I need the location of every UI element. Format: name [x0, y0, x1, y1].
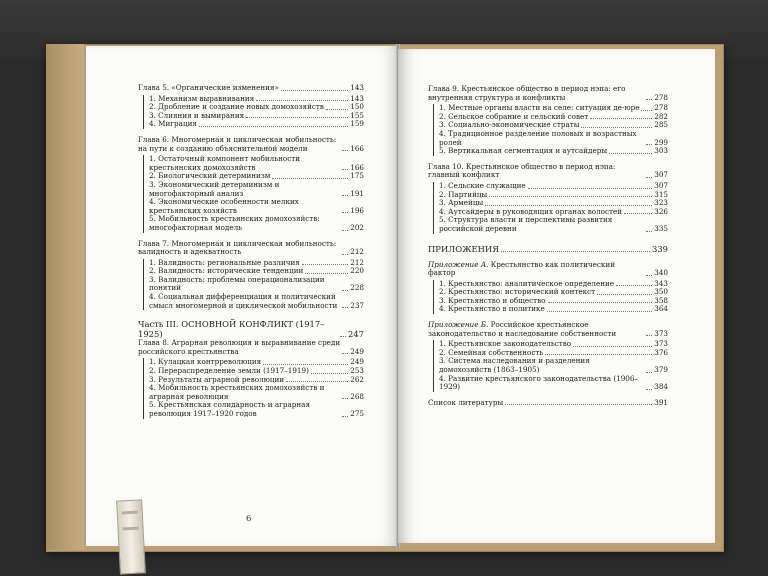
page-ref: 323 — [654, 198, 668, 208]
page-ref: 237 — [350, 300, 364, 310]
chapter-items — [433, 340, 668, 392]
toc-item: 2. Дробление и создание новых домохозяйств 150 — [149, 102, 364, 112]
toc-item: 2. Валидность: исторические тенденции 220 — [149, 266, 364, 276]
page-ref: 249 — [350, 346, 364, 356]
page-ref: 326 — [654, 206, 668, 216]
page-ref: 150 — [350, 102, 364, 112]
page-ref: 278 — [654, 103, 668, 113]
page-ref: 159 — [350, 119, 364, 129]
chapter-items — [433, 182, 668, 234]
page-ref: 212 — [350, 257, 364, 267]
toc-item: 3. Система наследования и разделения домохозяйств (1863–1905) 379 — [439, 356, 668, 375]
left-page — [86, 46, 400, 546]
page-ref: 275 — [350, 409, 364, 418]
toc-item: 5. Мобильность крестьянских домохозяйств: многофакторная модель 202 — [149, 214, 364, 232]
toc-item: 1. Остаточный компонент мобильности крестьянских домохозяйств 166 — [149, 154, 364, 172]
appendix-label: Приложение Б. — [428, 320, 489, 330]
page-ref: 350 — [654, 287, 668, 297]
page-ref: 373 — [654, 339, 668, 349]
page-ref: 143 — [350, 93, 364, 103]
page-ref: 285 — [654, 120, 668, 130]
page-ref: 175 — [350, 171, 364, 181]
appendix-label: Приложение А. — [428, 259, 489, 269]
chapter-title: Глава 10. Крестьянское общество в период нэпа: главный конфликт 307 — [428, 161, 668, 180]
page-ref: 315 — [654, 189, 668, 199]
chapter-block — [138, 84, 364, 129]
toc-left — [138, 84, 364, 419]
cover-edge — [46, 44, 84, 550]
toc-item: 3. Армейцы 323 — [439, 198, 668, 208]
chapter-title: Глава 7. Многомерная и циклическая мобильность: валидность и адекватность 212 — [138, 238, 364, 257]
toc-item: 2. Партийцы 315 — [439, 189, 668, 199]
page-ref: 282 — [654, 111, 668, 121]
chapter-title: Глава 6. Многомерная и циклическая мобильность: на пути к созданию объяснительной модели 166 — [138, 134, 364, 153]
appendix-title: Крестьянство как политический фактор — [428, 259, 615, 278]
toc-item: 1. Кулацкая контрреволюция 249 — [149, 357, 364, 367]
page-ref: 166 — [350, 143, 364, 153]
appendix-block — [428, 321, 668, 392]
page-ref: 379 — [654, 365, 668, 375]
toc-item: 1. Крестьянское законодательство 373 — [439, 339, 668, 349]
chapter-block — [428, 163, 668, 234]
page-ref: 335 — [654, 223, 668, 233]
appendix-title-entry — [428, 321, 668, 338]
page-ref: 278 — [654, 92, 668, 102]
page-ref: 384 — [654, 382, 668, 392]
page-ref: 299 — [654, 137, 668, 147]
chapter-items — [143, 155, 364, 232]
page-ref: 202 — [350, 222, 364, 232]
right-page — [398, 49, 715, 543]
page-ref: 262 — [350, 374, 364, 384]
toc-item: 4. Традиционное разделение половых и возрастных ролей 299 — [439, 128, 668, 147]
toc-item: 4. Экономические особенности мелких крестьянских хозяйств 196 — [149, 197, 364, 215]
page-ref: 253 — [350, 366, 364, 376]
toc-item: 4. Развитие крестьянского законодательства (1906–1929) 384 — [439, 373, 668, 392]
toc-item: 4. Мобильность крестьянских домохозяйств и аграрная революция 268 — [149, 383, 364, 401]
page-ref: 307 — [654, 170, 668, 180]
toc-item: 1. Валидность: региональные различия 212 — [149, 257, 364, 267]
toc-item: 5. Структура власти и перспективы развития российской деревни 335 — [439, 215, 668, 233]
toc-item: 4. Миграция 159 — [149, 119, 364, 129]
part-heading: Часть III. ОСНОВНОЙ КОНФЛИКТ (1917–1925) 247 — [138, 319, 364, 340]
toc-item: 4. Крестьянство в политике 364 — [439, 304, 668, 314]
page-ref: 340 — [654, 268, 668, 278]
chapter-title: Глава 8. Аграрная революция и выравнивание среди российского крестьянства 249 — [138, 338, 364, 356]
bibliography-entry: Список литературы 391 — [428, 397, 668, 407]
page-ref: 376 — [654, 347, 668, 357]
toc-item: 5. Крестьянская солидарность и аграрная революция 1917–1920 годов 275 — [149, 400, 364, 418]
chapter-items — [143, 259, 364, 311]
toc-item: 3. Крестьянство и общество 358 — [439, 295, 668, 305]
toc-item: 3. Валидность: проблемы операционализации понятий 228 — [149, 274, 364, 293]
toc-item: 1. Местные органы власти на селе: ситуация де-юре 278 — [439, 103, 668, 113]
page-ref: 364 — [654, 304, 668, 314]
toc-item: 3. Слияния и вымирания 155 — [149, 110, 364, 120]
toc-item: 2. Биологический детерминизм 175 — [149, 171, 364, 181]
page-ref: 220 — [350, 266, 364, 276]
page-ref: 303 — [654, 146, 668, 156]
toc-item: 3. Экономический детерминизм и многофакторный анализ 191 — [149, 179, 364, 198]
toc-item: 2. Сельское собрание и сельский совет 282 — [439, 111, 668, 121]
page-ref: 358 — [654, 295, 668, 305]
toc-item: 3. Результаты аграрной революции 262 — [149, 374, 364, 384]
toc-item: 1. Крестьянство: аналитическое определение 343 — [439, 278, 668, 288]
page-ref: 143 — [350, 83, 364, 92]
chapter-block — [428, 85, 668, 156]
toc-item: 2. Семейная собственность 376 — [439, 347, 668, 357]
appendix-heading: ПРИЛОЖЕНИЯ 339 — [428, 243, 668, 254]
page-ref: 343 — [654, 278, 668, 288]
page-ref: 155 — [350, 110, 364, 120]
appendix-title-entry — [428, 261, 668, 278]
page-ref: 196 — [350, 205, 364, 215]
chapter-items — [433, 104, 668, 156]
toc-item: 1. Сельские служащие 307 — [439, 180, 668, 190]
chapter-title: Глава 5. «Органические изменения» 143 — [138, 83, 364, 92]
page-number: 6 — [246, 514, 252, 524]
chapter-block — [138, 240, 364, 311]
chapter-items — [433, 280, 668, 314]
toc-item: 4. Аутсайдеры в руководящих органах волостей 326 — [439, 206, 668, 216]
chapter-title: Глава 9. Крестьянское общество в период нэпа: его внутренняя структура и конфликты 278 — [428, 84, 668, 102]
page-ref: 373 — [654, 328, 668, 338]
toc-item: 3. Социально-экономические страты 285 — [439, 120, 668, 130]
chapter-block — [138, 136, 364, 233]
page-ref: 268 — [350, 391, 364, 401]
page-ref: 191 — [350, 188, 364, 198]
appendix-title: Российское крестьянское законодательство и наследование собственности — [428, 320, 617, 338]
toc-item: 2. Крестьянство: исторический контекст 350 — [439, 287, 668, 297]
toc-item: 2. Перераспределение земли (1917–1919) 253 — [149, 366, 364, 376]
binder-clip — [116, 499, 146, 574]
toc-item: 5. Вертикальная сегментация и аутсайдеры 303 — [439, 146, 668, 156]
toc-item: 1. Механизм выравнивания 143 — [149, 93, 364, 103]
page-ref: 249 — [350, 357, 364, 367]
page-ref: 212 — [350, 247, 364, 257]
chapter-items — [143, 358, 364, 418]
page-ref: 166 — [350, 162, 364, 172]
toc-item: 4. Социальная дифференциация и политический смысл многомерной и циклической мобильности 237 — [149, 292, 364, 310]
page-ref: 228 — [350, 283, 364, 293]
page-ref: 307 — [654, 180, 668, 190]
chapter-block — [138, 339, 364, 418]
chapter-items — [143, 95, 364, 129]
toc-right — [428, 85, 668, 407]
appendix-block — [428, 261, 668, 315]
